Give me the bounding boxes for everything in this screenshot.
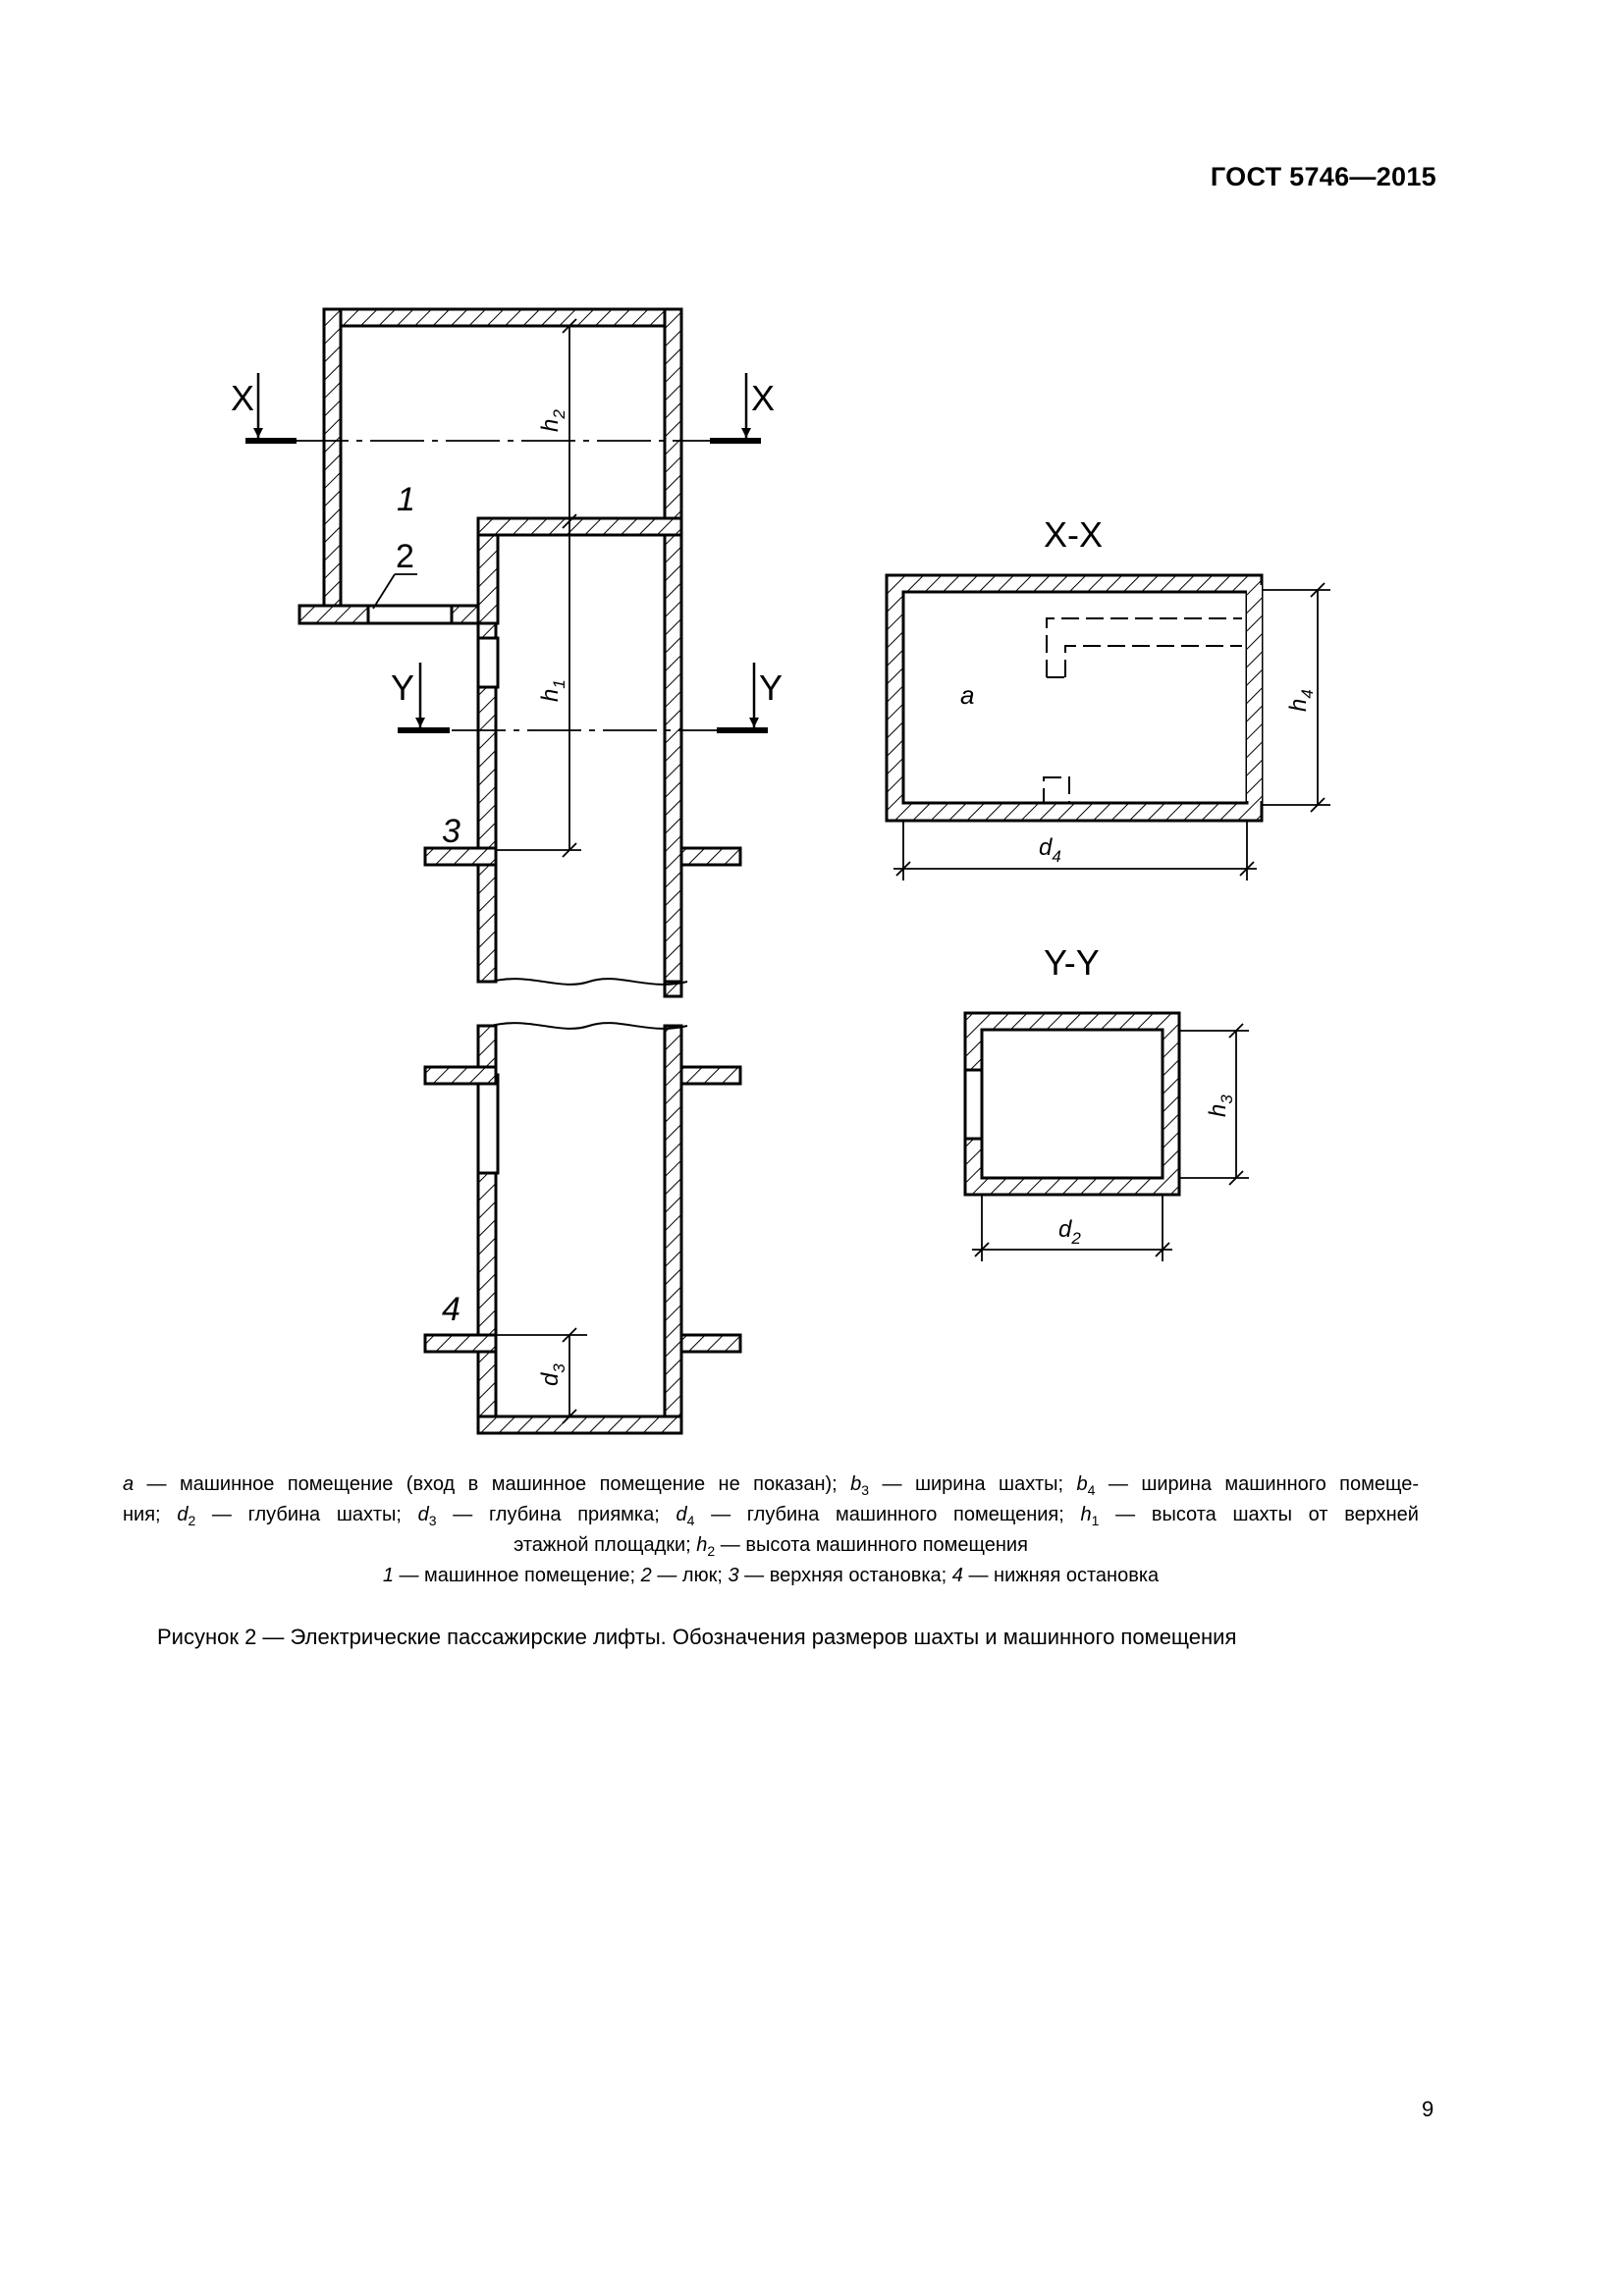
upper-landing-right-slab: [681, 848, 740, 865]
upper-landing-left-slab: [425, 848, 496, 865]
left-dimensions: [496, 319, 587, 1423]
figure-caption: Рисунок 2 — Электрические пассажирские лифты. Обозначения размеров шахты и машинного помещения: [157, 1625, 1237, 1649]
door-recess-lower: [478, 1075, 498, 1173]
shaft-right-wall-lower: [665, 1026, 681, 1433]
view-xx-plan: [887, 575, 1262, 821]
label-1: 1: [397, 481, 415, 518]
legend-line-4: 1 — машинное помещение; 2 — люк; 3 — верхняя остановка; 4 — нижняя остановка: [382, 1565, 1160, 1586]
svg-text:h1: $h_1$: [537, 679, 568, 702]
section-x-label-left: X: [231, 378, 255, 418]
machine-room-top-wall: [324, 309, 681, 326]
label-4: 4: [442, 1291, 460, 1328]
view-yy-plan: [965, 1013, 1179, 1195]
legend-line-3: этажной площадки; $h_2$ — высота машинного помещения: [514, 1534, 1028, 1559]
h1-label: [537, 679, 568, 702]
shaft-ceiling-slab: [478, 518, 681, 535]
section-y-label-left: Y: [391, 667, 415, 708]
svg-text:h2: $h_2$: [537, 409, 568, 432]
legend-line-2: ния; $d_2$ — глубина шахты; $d_3$ — глубина приямка; $d_4$ — глубина машинного помещения; $h_1$ — высота шахты от верхней: [123, 1504, 1419, 1528]
pit-floor-slab: [478, 1416, 681, 1433]
label-3: 3: [442, 813, 460, 850]
page-number: 9: [1422, 2097, 1434, 2121]
svg-text:h3: $h_3$: [1205, 1095, 1236, 1117]
lower-landing-left-slab-2: [425, 1335, 496, 1352]
break-line-lower: [491, 1023, 687, 1029]
figure-legend: [123, 1469, 1419, 1591]
d4-label: $d_4$: [1039, 834, 1061, 866]
machine-room-left-wall: [324, 309, 341, 609]
lower-landing-right-slab-2: [681, 1335, 740, 1352]
h3-label: [1205, 1095, 1236, 1117]
hatch-opening: [368, 606, 452, 623]
lower-landing-left-slab-1: [425, 1067, 496, 1084]
lower-landing-right-slab-1: [681, 1067, 740, 1084]
view-xx-title: X-X: [1044, 514, 1104, 555]
label-a: a: [960, 680, 975, 710]
document-code: ГОСТ 5746—2015: [1210, 162, 1436, 191]
door-recess-upper: [478, 638, 498, 687]
label-2: 2: [396, 538, 414, 575]
break-line-upper: [491, 979, 687, 985]
svg-text:h4: $h_4$: [1285, 689, 1317, 712]
section-y-label-right: Y: [759, 667, 784, 708]
view-yy-title: Y-Y: [1044, 942, 1100, 983]
label-2-leader: [373, 574, 395, 609]
section-x-label-right: X: [751, 378, 776, 418]
svg-text:d3: $d_3$: [537, 1363, 568, 1386]
h2-label: [537, 409, 568, 432]
shaft-section: [299, 309, 740, 1433]
legend-line-1: a — машинное помещение (вход в машинное помещение не показан); $b_3$ — ширина шахты; $b_4$ — ширина машинного помеще-: [123, 1473, 1419, 1498]
shaft-right-wall-upper: [665, 535, 681, 982]
d3-label: [537, 1363, 568, 1386]
h4-label: [1285, 689, 1317, 712]
d2-label: $d_2$: [1058, 1216, 1081, 1248]
